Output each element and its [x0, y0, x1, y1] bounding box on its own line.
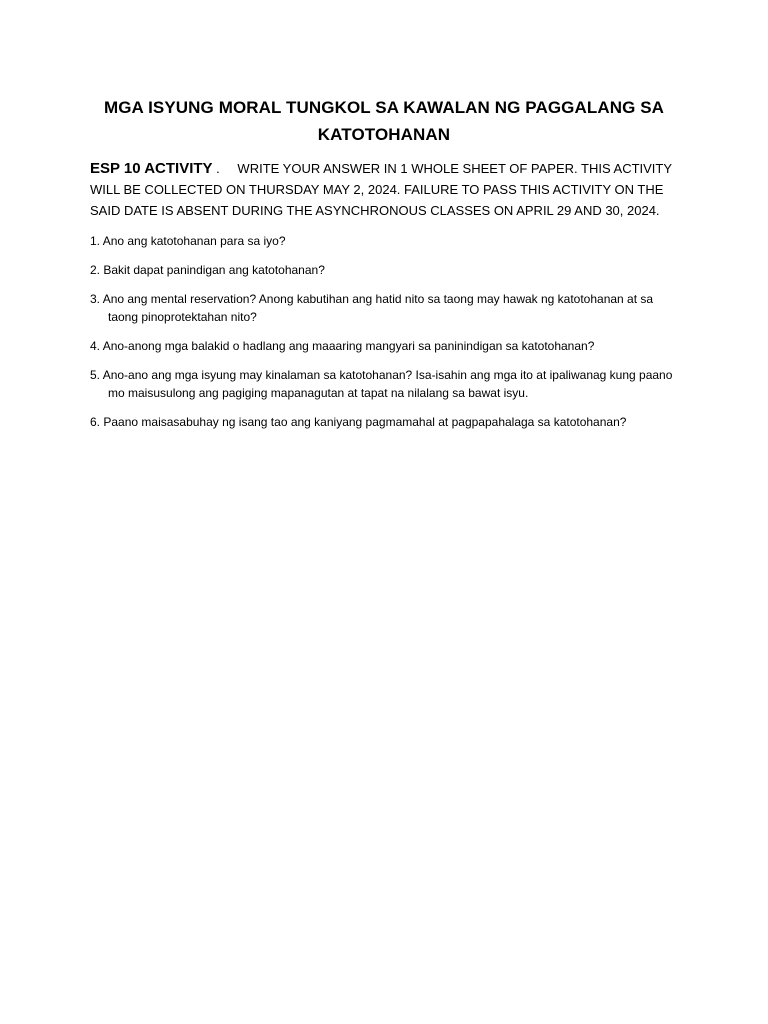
question-item [90, 261, 685, 279]
instructions-text: WRITE YOUR ANSWER IN 1 WHOLE SHEET OF PAPER. THIS ACTIVITY WILL BE COLLECTED ON THURSDAY MAY 2, 2024. FAILURE TO PASS THIS ACTIVITY ON THE SAID DATE IS ABSENT DURING THE ASYNCHRONOUS CLASSES ON APRIL 29 AND 30, 2024. [90, 161, 672, 218]
question-text: Bakit dapat panindigan ang katotohanan? [103, 263, 325, 277]
question-item [90, 232, 685, 250]
question-text: Ano ang mental reservation? Anong kabutihan ang hatid nito sa taong may hawak ng katotohanan at sa taong pinoprotektahan nito? [102, 292, 654, 324]
activity-label-punctuation: . [216, 161, 220, 176]
question-number: 4. [90, 339, 101, 353]
question-number: 3. [90, 292, 101, 306]
question-item [90, 337, 685, 355]
question-list [90, 232, 685, 442]
question-text: Ano ang katotohanan para sa iyo? [102, 234, 286, 248]
document-title: MGA ISYUNG MORAL TUNGKOL SA KAWALAN NG PAGGALANG SA KATOTOHANAN [103, 98, 665, 144]
question-item [90, 366, 685, 402]
question-item [90, 290, 685, 326]
question-text: Ano-anong mga balakid o hadlang ang maaaring mangyari sa paninindigan sa katotohanan? [102, 339, 595, 353]
question-number: 6. [90, 415, 101, 429]
activity-label: ESP 10 ACTIVITY [90, 160, 213, 177]
question-number: 1. [90, 234, 101, 248]
question-text: Ano-ano ang mga isyung may kinalaman sa katotohanan? Isa-isahin ang mga ito at ipaliwanag kung paano mo maisusulong ang pagiging mapanagutan at tapat na nilalang sa bawat isyu. [102, 368, 673, 400]
question-text: Paano maisasabuhay ng isang tao ang kaniyang pagmamahal at pagpapahalaga sa katotohanan? [103, 415, 627, 429]
activity-instructions [90, 158, 685, 221]
question-number: 5. [90, 368, 101, 382]
question-item [90, 413, 685, 431]
question-number: 2. [90, 263, 101, 277]
